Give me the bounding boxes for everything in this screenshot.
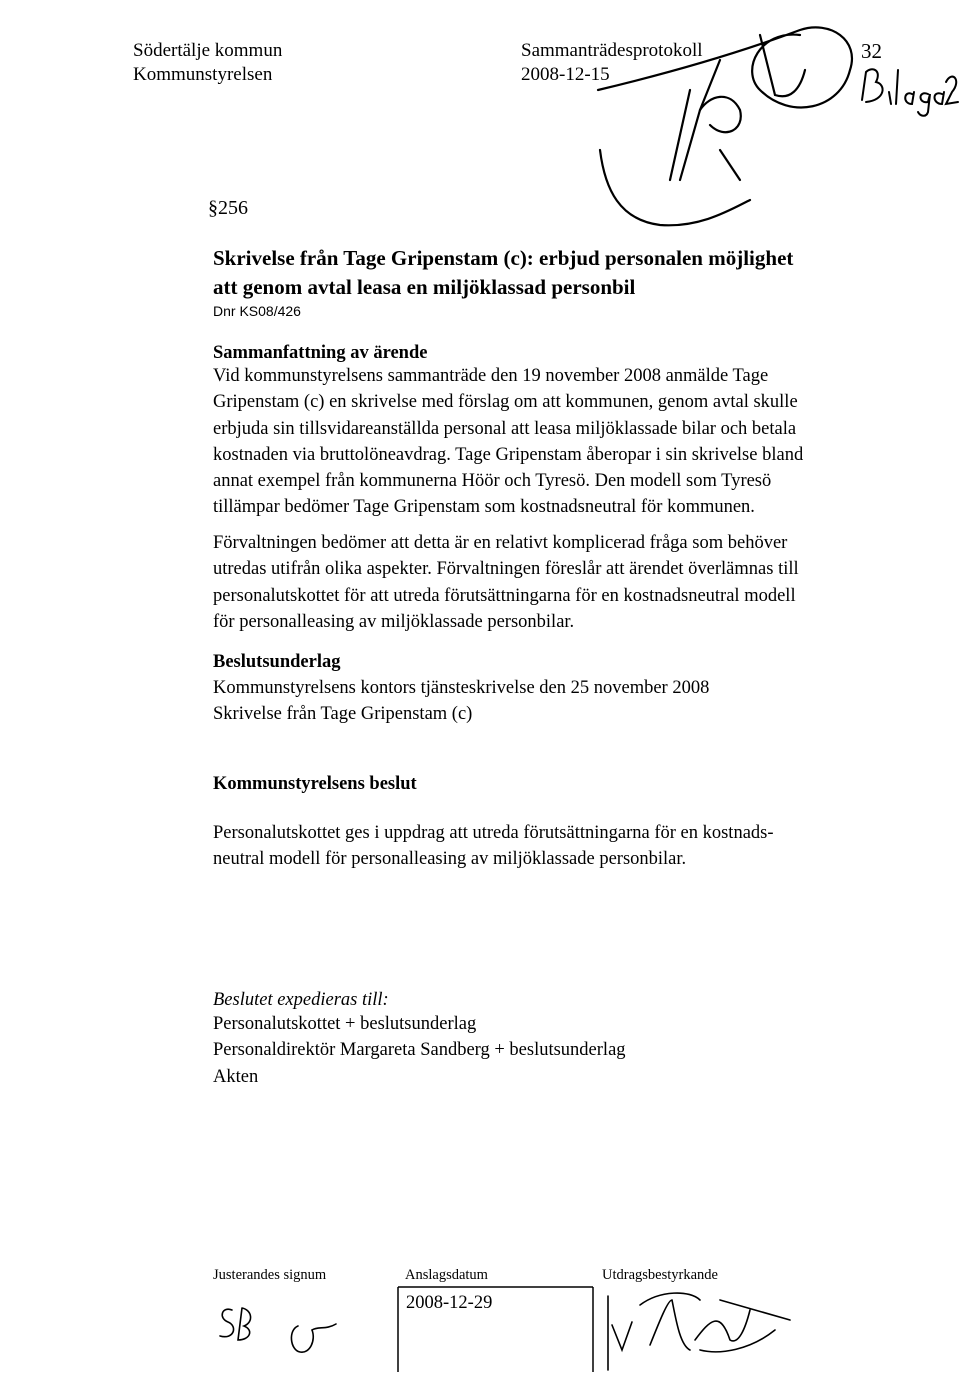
- section-number: §256: [208, 197, 248, 219]
- basis-heading: Beslutsunderlag: [213, 652, 341, 672]
- distribution-heading: Beslutet expedieras till:: [213, 990, 389, 1010]
- assessment-line: utredas utifrån olika aspekter. Förvaltningen föreslår att ärendet överlämnas till: [213, 559, 799, 580]
- case-number: Dnr KS08/426: [213, 303, 301, 319]
- summary-line: tillämpar bedömer Tage Gripenstam som kostnadsneutral för kommunen.: [213, 497, 755, 518]
- assessment-line: för personalleasing av miljöklassade personbilar.: [213, 611, 575, 632]
- posted-date-value: 2008-12-29: [406, 1293, 493, 1313]
- decision-heading: Kommunstyrelsens beslut: [213, 774, 417, 794]
- distribution-item: Personaldirektör Margareta Sandberg + beslutsunderlag: [213, 1040, 626, 1061]
- assessment-line: personalutskottet för att utreda förutsättningarna för en kostnadsneutral modell: [213, 585, 796, 606]
- page-number: 32: [861, 39, 882, 63]
- summary-line: Gripenstam (c) en skrivelse med förslag om att kommunen, genom avtal skulle: [213, 392, 798, 413]
- summary-line: annat exempel från kommunerna Höör och Tyresö. Den modell som Tyresö: [213, 471, 772, 492]
- annex-handwriting: [862, 69, 958, 116]
- municipality-name: Södertälje kommun: [133, 40, 283, 61]
- distribution-list: [213, 1011, 913, 1090]
- extract-label: Utdragsbestyrkande: [602, 1267, 718, 1283]
- document-type: Sammanträdesprotokoll: [521, 40, 703, 61]
- initials-signature-1: [220, 1308, 251, 1340]
- decision-text: [213, 820, 913, 873]
- posted-date-label: Anslagsdatum: [405, 1267, 488, 1283]
- distribution-item: Personalutskottet + beslutsunderlag: [213, 1014, 477, 1034]
- section-title-line2: att genom avtal leasa en miljöklassad personbil: [213, 275, 636, 299]
- initials-signature-2: [291, 1324, 336, 1352]
- summary-line: Vid kommunstyrelsens sammanträde den 19 november 2008 anmälde Tage: [213, 366, 769, 386]
- assessment-text: [213, 530, 913, 635]
- section-title-line1: Skrivelse från Tage Gripenstam (c): erbjud personalen möjlighet: [213, 246, 794, 270]
- basis-list: [213, 675, 913, 728]
- distribution-item: Akten: [213, 1066, 259, 1087]
- summary-line: erbjuda sin tillsvidareanställda personal att leasa miljöklassade bilar och betala: [213, 418, 797, 439]
- committee-name: Kommunstyrelsen: [133, 64, 273, 85]
- summary-text: [213, 363, 913, 521]
- basis-item: Skrivelse från Tage Gripenstam (c): [213, 704, 473, 725]
- extract-signature: [608, 1293, 790, 1370]
- basis-item: Kommunstyrelsens kontors tjänsteskrivelse den 25 november 2008: [213, 678, 710, 698]
- signatures-label: Justerandes signum: [213, 1267, 327, 1283]
- assessment-line: Förvaltningen bedömer att detta är en relativt komplicerad fråga som behöver: [213, 533, 788, 553]
- decision-line: neutral modell för personalleasing av miljöklassade personbilar.: [213, 849, 687, 870]
- meeting-date: 2008-12-15: [521, 64, 610, 85]
- summary-heading: Sammanfattning av ärende: [213, 343, 428, 363]
- decision-line: Personalutskottet ges i uppdrag att utreda förutsättningarna för en kostnads-: [213, 823, 774, 843]
- summary-line: kostnaden via bruttolöneavdrag. Tage Gripenstam åberopar i sin skrivelse bland: [213, 444, 804, 465]
